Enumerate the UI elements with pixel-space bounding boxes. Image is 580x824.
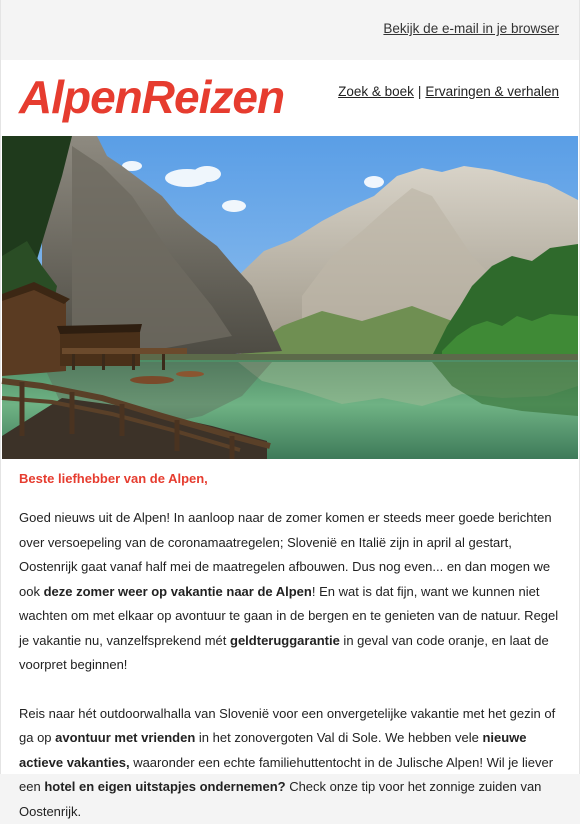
p2-text-a: Reis naar hét outdoorwalhalla van Slovenië voor een onvergetelijke vakantie met het gezin of ga op <box>19 706 555 746</box>
nav-link-ervaringen[interactable]: Ervaringen & verhalen <box>425 84 559 99</box>
p1-bold-geldterug: geldteruggarantie <box>230 633 340 648</box>
email-card <box>0 60 580 774</box>
paragraph-offers <box>19 702 561 824</box>
p2-text-c: in het zonovergoten Val di Sole. We hebben vele <box>195 730 482 745</box>
email-header <box>1 60 579 136</box>
greeting: Beste liefhebber van de Alpen, <box>19 471 561 486</box>
nav-separator: | <box>418 84 422 99</box>
header-nav <box>338 84 559 99</box>
p1-text-c: ! En wat is dat fijn, want we kunnen niet wachten om met elkaar op avontuur te gaan in de bergen en te genieten van de natuur. Regel je vakantie nu, vanzelfsprekend mét <box>19 584 558 648</box>
p2-bold-hotel: hotel en eigen uitstapjes ondernemen? <box>44 779 285 794</box>
email-body <box>19 471 561 824</box>
p2-text-g: Check onze tip voor het zonnige zuiden van Oostenrijk. <box>19 779 541 819</box>
brand-logo[interactable]: AlpenReizen <box>19 70 284 124</box>
p1-bold-zomer: deze zomer weer op vakantie naar de Alpen <box>44 584 312 599</box>
email-topbar <box>0 0 580 60</box>
p1-text-e: in geval van code oranje, en laat de voorpret beginnen! <box>19 633 549 673</box>
hero-lake-mountain-image <box>2 136 578 459</box>
paragraph-intro <box>19 506 561 678</box>
nav-link-zoek-boek[interactable]: Zoek & boek <box>338 84 414 99</box>
p2-bold-vrienden: avontuur met vrienden <box>55 730 195 745</box>
p2-bold-nieuwe: nieuwe actieve vakanties, <box>19 730 527 770</box>
view-in-browser-link[interactable]: Bekijk de e-mail in je browser <box>383 21 559 36</box>
hero-image[interactable] <box>2 136 578 459</box>
p2-text-e: waaronder een echte familiehuttentocht in de Julische Alpen! Wil je liever een <box>19 755 553 795</box>
p1-text-a: Goed nieuws uit de Alpen! In aanloop naar de zomer komen er steeds meer goede berichten over versoepeling van de coronamaatregelen; Slovenië en Italië zijn in april al gestart, Oostenrijk gaat vanaf half mei de maatregelen afbouwen. Dus nog even... en dan mogen we ook <box>19 510 552 599</box>
